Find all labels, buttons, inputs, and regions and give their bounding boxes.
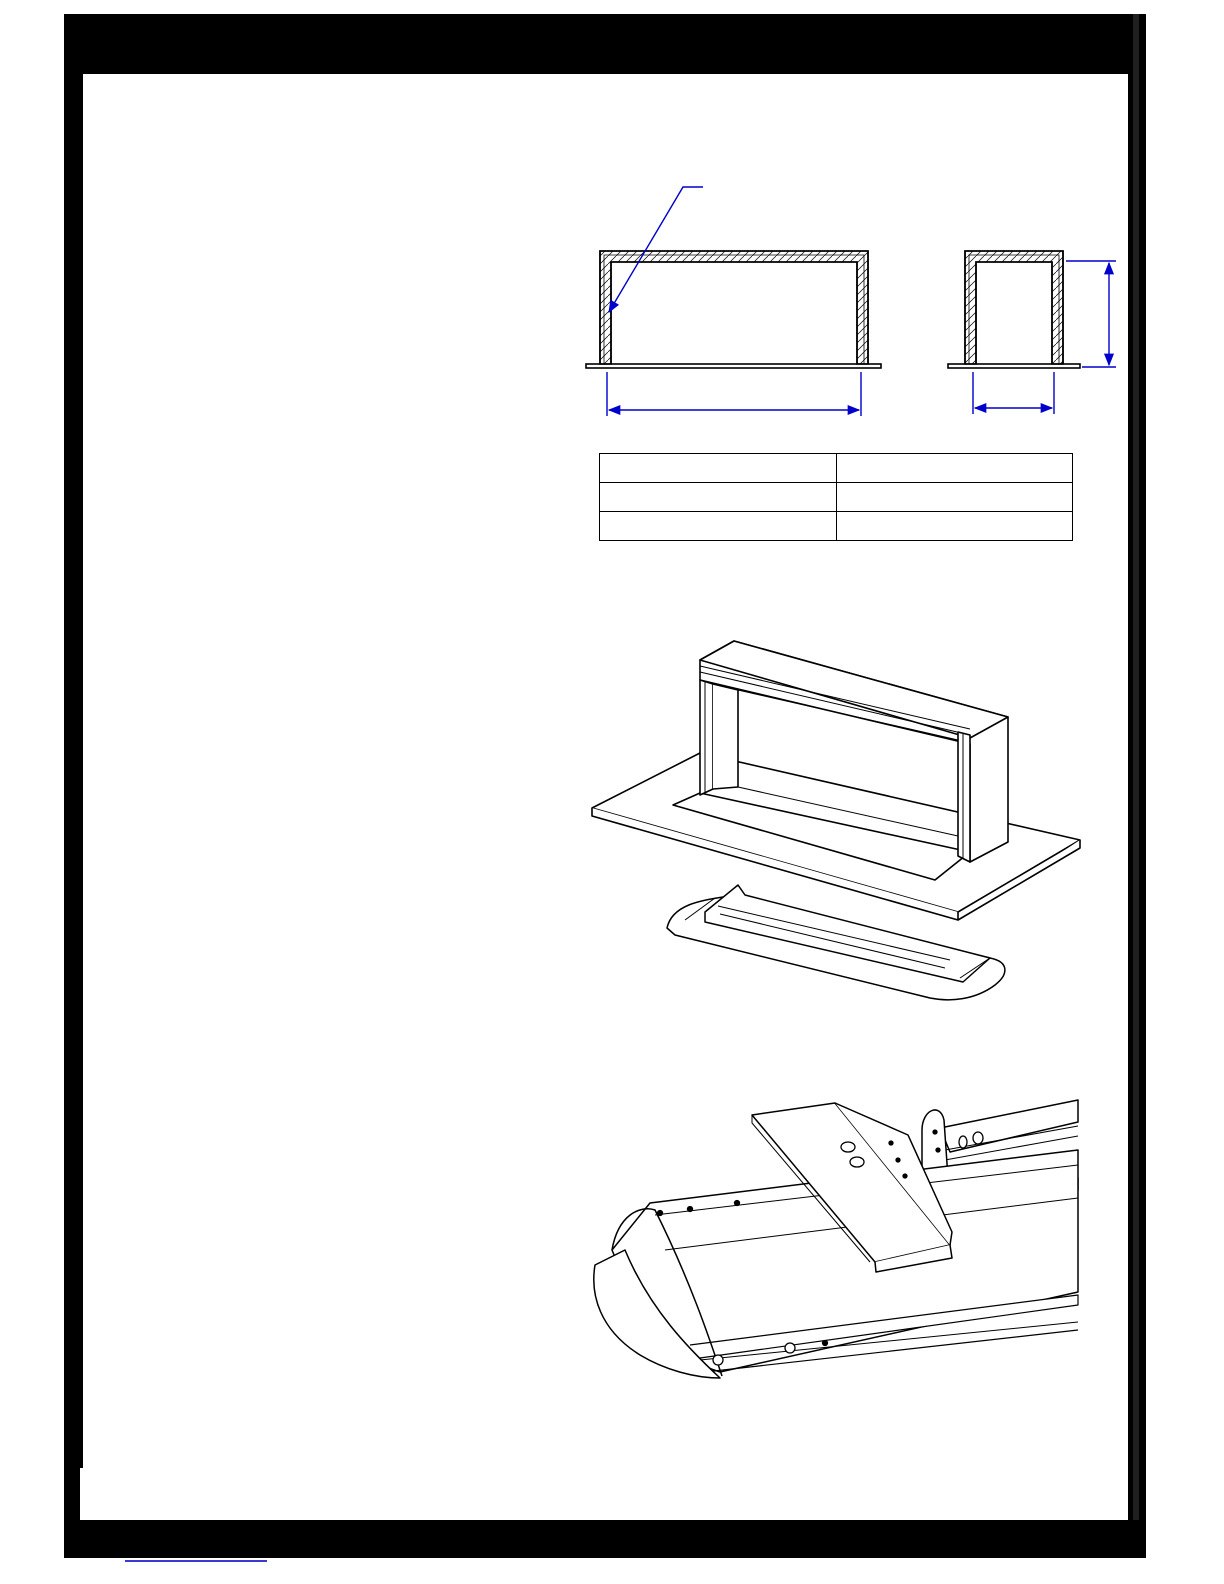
dimension-width [607, 372, 861, 416]
curb-section-side [948, 251, 1080, 368]
heater-mount-detail [594, 1100, 1078, 1378]
curb-dimension-table [599, 453, 1073, 541]
table-row [600, 512, 1073, 541]
insulation-leader-arrow [609, 187, 703, 312]
table-cell-label [600, 454, 837, 483]
curb-isometric-view [592, 641, 1080, 920]
table-cell-label [600, 512, 837, 541]
table-cell-value [836, 512, 1073, 541]
dimension-height [1066, 261, 1116, 367]
table-row [600, 483, 1073, 512]
dimension-depth [973, 372, 1054, 414]
curb-section-front [586, 251, 881, 368]
table-cell-label [600, 483, 837, 512]
table-row [600, 454, 1073, 483]
table-cell-value [836, 483, 1073, 512]
table-cell-value [836, 454, 1073, 483]
